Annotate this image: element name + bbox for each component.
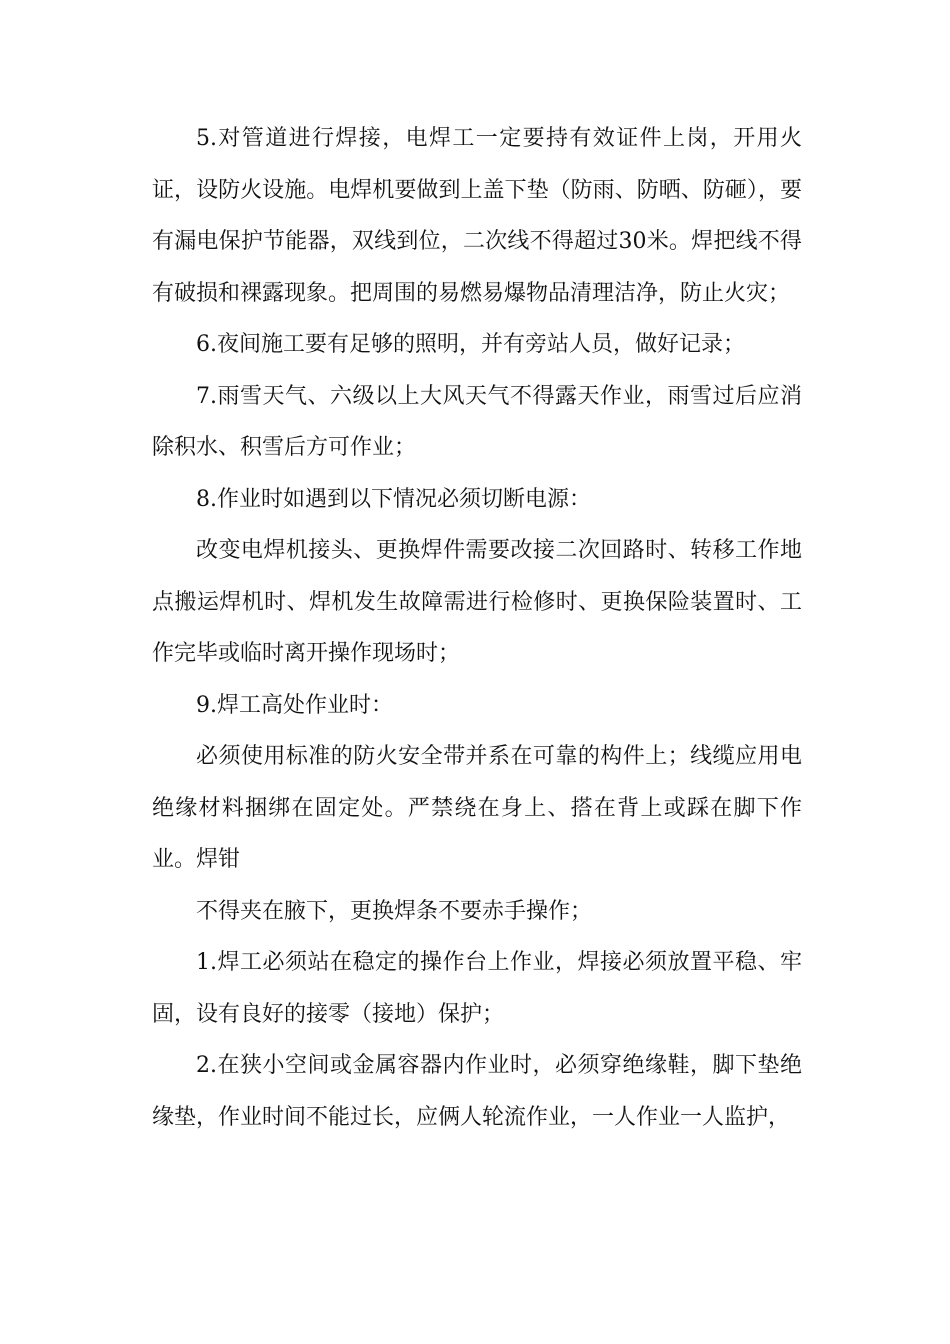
paragraph-confined-space: 2.在狭小空间或金属容器内作业时，必须穿绝缘鞋，脚下垫绝缘垫，作业时间不能过长，应俩人轮流作业，一人作业一人监护， bbox=[152, 1053, 802, 1130]
paragraph-cut-power-heading: 8.作业时如遇到以下情况必须切断电源： bbox=[196, 486, 591, 512]
paragraph-safety-belt: 必须使用标准的防火安全带并系在可靠的构件上；线缆应用电绝缘材料捆绑在固定处。严禁绕在身上、搭在背上或踩在脚下作业。焊钳 bbox=[152, 744, 802, 872]
paragraph-stable-platform: 1.焊工必须站在稳定的操作台上作业，焊接必须放置平稳、牢固，设有良好的接零（接地）保护； bbox=[152, 950, 802, 1027]
document-body bbox=[152, 113, 802, 1143]
paragraph-welding-pipeline: 5.对管道进行焊接，电焊工一定要持有效证件上岗，开用火证，设防火设施。电焊机要做到上盖下垫（防雨、防晒、防砸），要有漏电保护节能器，双线到位，二次线不得超过30米。焊把线不得有破损和裸露现象。把周围的易燃易爆物品清理洁净，防止火灾； bbox=[152, 126, 802, 306]
paragraph-electrode-change: 不得夹在腋下，更换焊条不要赤手操作； bbox=[196, 898, 593, 924]
paragraph-night-work: 6.夜间施工要有足够的照明，并有旁站人员，做好记录； bbox=[196, 332, 745, 357]
paragraph-height-work-heading: 9.焊工高处作业时： bbox=[196, 692, 393, 718]
paragraph-cut-power-cases: 改变电焊机接头、更换焊件需要改接二次回路时、转移工作地点搬运焊机时、焊机发生故障需进行检修时、更换保险装置时、工作完毕或临时离开操作现场时； bbox=[152, 538, 802, 666]
paragraph-weather: 7.雨雪天气、六级以上大风天气不得露天作业，雨雪过后应消除积水、积雪后方可作业； bbox=[152, 383, 802, 460]
